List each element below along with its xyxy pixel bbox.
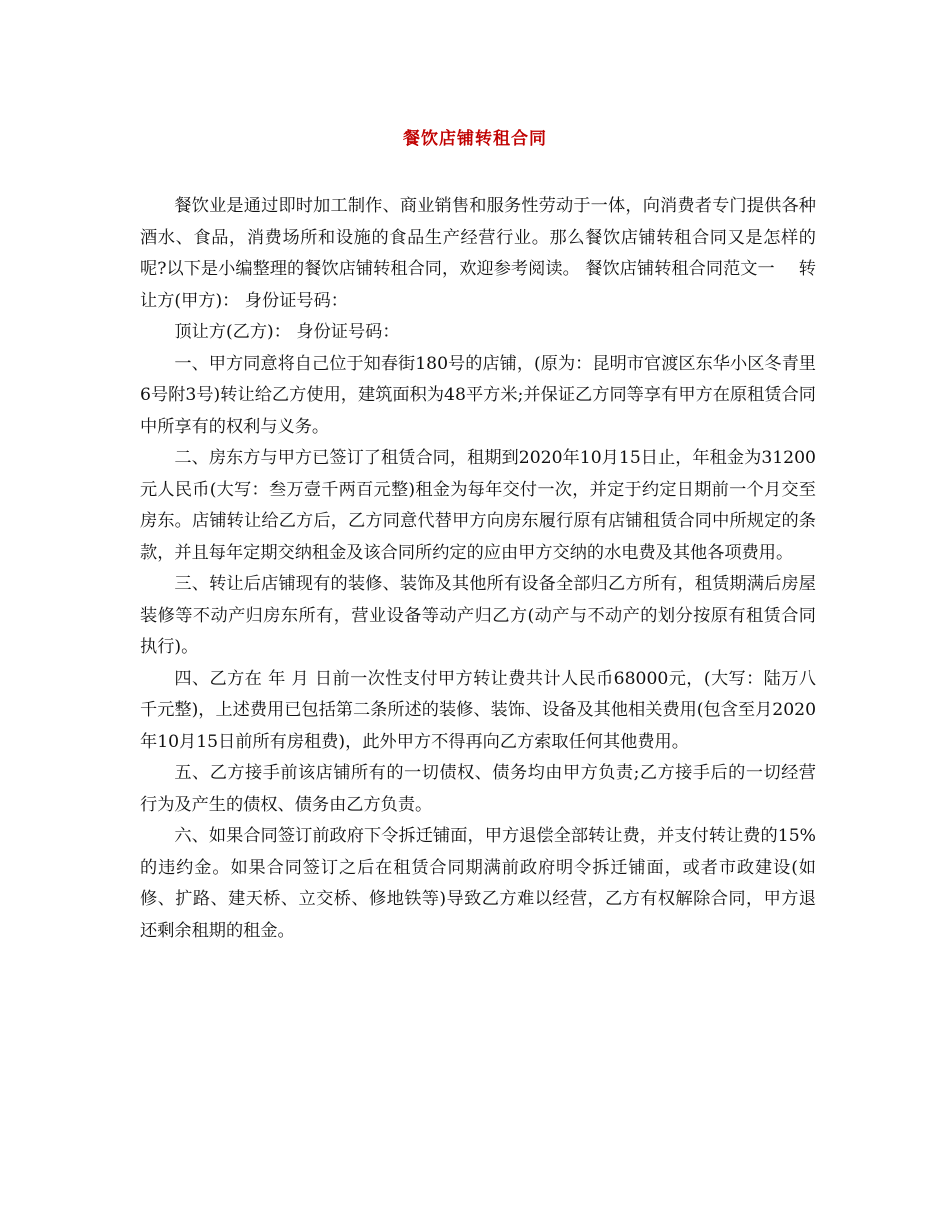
transferor-line: 转让方(甲方)： 身份证号码： (140, 259, 816, 311)
clause-3: 三、转让后店铺现有的装修、装饰及其他所有设备全部归乙方所有，租赁期满后房屋装修等不动产归房东所有，营业设备等动产归乙方(动产与不动产的划分按原有租赁合同执行)。 (140, 574, 816, 657)
clause-2: 二、房东方与甲方已签订了租赁合同，租期到2020年10月15日止，年租金为31200元人民币(大写：叁万壹千两百元整)租金为每年交付一次，并定于约定日期前一个月交至房东。店铺转让给乙方后，乙方同意代替甲方向房东履行原有店铺租赁合同中所规定的条款，并且每年定期交纳租金及该合同所约定的应由甲方交纳的水电费及其他各项费用。 (140, 448, 816, 563)
clause-6: 六、如果合同签订前政府下令拆迁铺面，甲方退偿全部转让费，并支付转让费的15%的违约金。如果合同签订之后在租赁合同期满前政府明令拆迁铺面，或者市政建设(如修、扩路、建天桥、立交桥、修地铁等)导致乙方难以经营，乙方有权解除合同，甲方退还剩余租期的租金。 (140, 826, 816, 941)
intro-text: 餐饮业是通过即时加工制作、商业销售和服务性劳动于一体，向消费者专门提供各种酒水、食品，消费场所和设施的食品生产经营行业。那么餐饮店铺转租合同又是怎样的呢?以下是小编整理的餐饮店铺转租合同，欢迎参考阅读。 餐饮店铺转租合同范文一 (140, 196, 816, 279)
document-title: 餐饮店铺转租合同 (403, 129, 547, 149)
intro-paragraph (140, 191, 816, 317)
clause-5: 五、乙方接手前该店铺所有的一切债权、债务均由甲方负责;乙方接手后的一切经营行为及产生的债权、债务由乙方负责。 (140, 763, 816, 815)
document-body (140, 191, 816, 947)
clause-4: 四、乙方在 年 月 日前一次性支付甲方转让费共计人民币68000元，(大写：陆万八千元整)，上述费用已包括第二条所述的装修、装饰、设备及其他相关费用(包含至月2020年10月15日前所有房租费)，此外甲方不得再向乙方索取任何其他费用。 (140, 668, 816, 752)
transferee-paragraph: 顶让方(乙方)： 身份证号码： (174, 322, 400, 342)
clause-1: 一、甲方同意将自己位于知春街180号的店铺，(原为：昆明市官渡区东华小区冬青里6号附3号)转让给乙方使用，建筑面积为48平方米;并保证乙方同等享有甲方在原租赁合同中所享有的权利与义务。 (140, 353, 816, 437)
